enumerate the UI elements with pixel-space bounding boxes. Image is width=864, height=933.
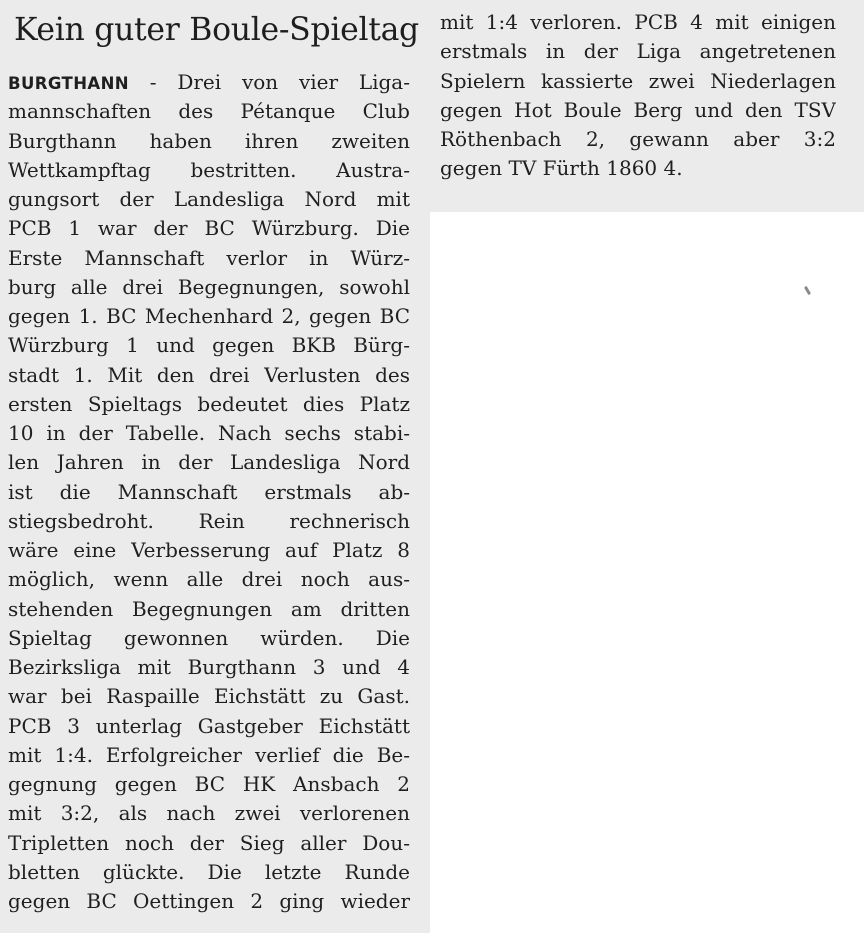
text-line: erstmals in der Liga angetretenen — [440, 39, 836, 64]
text-line: mit 3:2, als nach zwei verlorenen — [8, 801, 410, 826]
text-line: Wettkampftag bestritten. Austra- — [8, 157, 410, 182]
text-line: len Jahren in der Landesliga Nord — [8, 450, 410, 475]
text-line: gegen Hot Boule Berg und den TSV — [440, 97, 836, 122]
text-line: Bezirksliga mit Burgthann 3 und 4 — [8, 655, 410, 679]
text-line: Burgthann haben ihren zweiten — [8, 128, 410, 153]
text-line: gegen 1. BC Mechenhard 2, gegen BC — [8, 304, 410, 328]
text-line: war bei Raspaille Eichstätt zu Gast. — [8, 684, 410, 709]
text-line-last: gegen TV Fürth 1860 4. — [440, 156, 683, 181]
text-line: 10 in der Tabelle. Nach sechs stabi- — [8, 421, 410, 445]
text-line: burg alle drei Begegnungen, sowohl — [8, 274, 410, 299]
text-line: stadt 1. Mit den drei Verlusten des — [8, 362, 410, 387]
article-first-line-text: - Drei von vier Liga- — [129, 70, 410, 94]
text-line: mit 1:4 verloren. PCB 4 mit einigen — [440, 10, 836, 34]
text-line: mannschaften des Pétanque Club — [8, 99, 410, 124]
text-line: ist die Mannschaft erstmals ab- — [8, 479, 410, 504]
article-column-right — [440, 8, 836, 184]
article-dateline: BURGTHANN — [8, 74, 129, 93]
text-line: ersten Spieltags bedeutet dies Platz — [8, 391, 410, 416]
text-line: PCB 3 unterlag Gastgeber Eichstätt — [8, 713, 410, 738]
text-line: PCB 1 war der BC Würzburg. Die — [8, 216, 410, 241]
text-line: mit 1:4. Erfolgreicher verlief die Be- — [8, 742, 410, 767]
text-line: Spieltag gewonnen würden. Die — [8, 625, 410, 650]
text-line: Spielern kassierte zwei Niederlagen — [440, 68, 836, 93]
text-line: stehenden Begegnungen am dritten — [8, 596, 410, 621]
text-line: möglich, wenn alle drei noch aus- — [8, 567, 410, 592]
text-line: gegen BC Oettingen 2 ging wieder — [8, 889, 410, 913]
text-line: bletten glückte. Die letzte Runde — [8, 859, 410, 884]
blank-background — [430, 212, 864, 933]
text-line: gungsort der Landesliga Nord mit — [8, 187, 410, 211]
text-line: gegnung gegen BC HK Ansbach 2 — [8, 772, 410, 796]
text-line: stiegsbedroht. Rein rechnerisch — [8, 508, 410, 533]
article-column-left — [8, 68, 410, 916]
text-line: Erste Mannschaft verlor in Würz- — [8, 245, 410, 270]
text-line: Röthenbach 2, gewann aber 3:2 — [440, 127, 836, 151]
text-line: Tripletten noch der Sieg aller Dou- — [8, 830, 410, 855]
text-line: wäre eine Verbesserung auf Platz 8 — [8, 538, 410, 562]
article-first-line — [8, 68, 410, 97]
article-headline: Kein guter Boule-Spieltag — [14, 12, 419, 48]
text-line: Würzburg 1 und gegen BKB Bürg- — [8, 333, 410, 358]
